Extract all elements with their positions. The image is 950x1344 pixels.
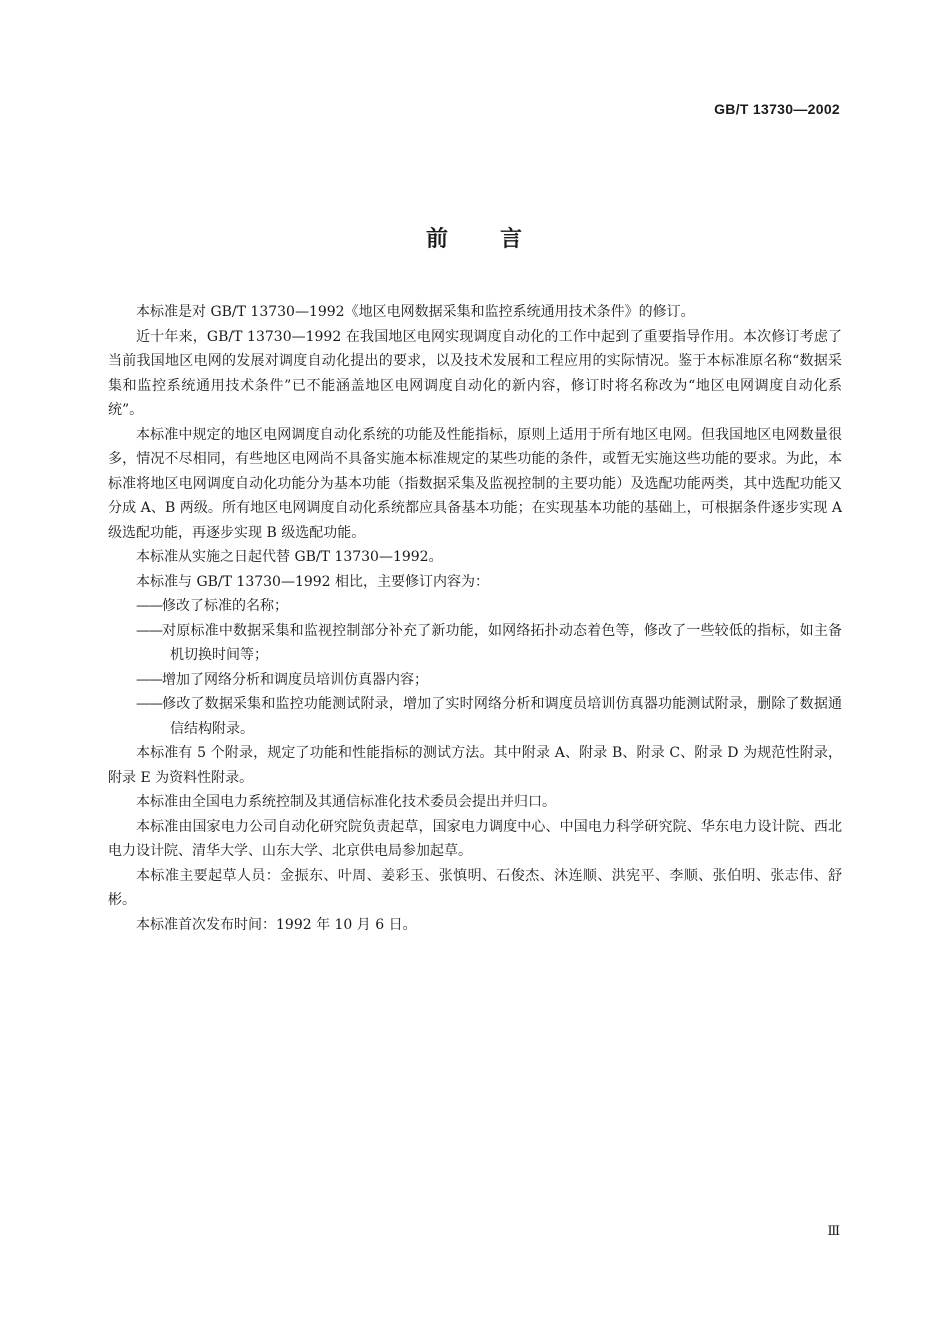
- change-item: [108, 619, 842, 668]
- change-item: [108, 594, 842, 619]
- standard-code: GB/T 13730—2002: [714, 101, 840, 117]
- page-title: [0, 222, 950, 253]
- change-item-text: 对原标准中数据采集和监视控制部分补充了新功能，如网络拓扑动态着色等，修改了一些较低的指标，如主备机切换时间等；: [162, 622, 842, 663]
- paragraph-scope: 本标准中规定的地区电网调度自动化系统的功能及性能指标，原则上适用于所有地区电网。但我国地区电网数量很多，情况不尽相同，有些地区电网尚不具备实施本标准规定的某些功能的条件，或暂无实施这些功能的要求。为此，本标准将地区电网调度自动化功能分为基本功能（指数据采集及监视控制的主要功能）及选配功能两类，其中选配功能又分成 A、B 两级。所有地区电网调度自动化系统都应具备基本功能；在实现基本功能的基础上，可根据条件逐步实现 A 级选配功能，再逐步实现 B 级选配功能。: [108, 426, 842, 541]
- dash-mark: ——: [136, 598, 162, 614]
- paragraph-background: 近十年来，GB/T 13730—1992 在我国地区电网实现调度自动化的工作中起到了重要指导作用。本次修订考虑了当前我国地区电网的发展对调度自动化提出的要求，以及技术发展和工程应用的实际情况。鉴于本标准原名称“数据采集和监控系统通用技术条件”已不能涵盖地区电网调度自动化的新内容，修订时将名称改为“地区电网调度自动化系统”。: [108, 328, 842, 418]
- dash-mark: ——: [136, 622, 162, 639]
- paragraph-appendices: 本标准有 5 个附录，规定了功能和性能指标的测试方法。其中附录 A、附录 B、附录 C、附录 D 为规范性附录，附录 E 为资料性附录。: [108, 745, 842, 786]
- change-item: [108, 668, 842, 693]
- change-item-text: 增加了网络分析和调度员培训仿真器内容；: [162, 671, 428, 688]
- title-char-2: 言: [500, 227, 525, 252]
- page-number: Ⅲ: [827, 1224, 840, 1239]
- dash-mark: ——: [136, 671, 162, 688]
- paragraph-drafters: 本标准主要起草人员：金振东、叶周、姜彩玉、张慎明、石俊杰、沐连顺、洪宪平、李顺、张伯明、张志伟、舒彬。: [108, 867, 842, 908]
- change-item-text: 修改了标准的名称；: [162, 598, 288, 614]
- paragraph-drafting-units: 本标准由国家电力公司自动化研究院负责起草，国家电力调度中心、中国电力科学研究院、华东电力设计院、西北电力设计院、清华大学、山东大学、北京供电局参加起草。: [108, 818, 842, 859]
- dash-mark: ——: [136, 696, 162, 712]
- change-item-text: 修改了数据采集和监控功能测试附录，增加了实时网络分析和调度员培训仿真器功能测试附录，删除了数据通信结构附录。: [162, 696, 842, 737]
- paragraph-proposer: 本标准由全国电力系统控制及其通信标准化技术委员会提出并归口。: [136, 794, 556, 810]
- title-char-1: 前: [425, 227, 450, 252]
- paragraph-replaces: 本标准从实施之日起代替 GB/T 13730—1992。: [136, 549, 443, 565]
- paragraph-revision-of: 本标准是对 GB/T 13730—1992《地区电网数据采集和监控系统通用技术条件》的修订。: [136, 304, 695, 320]
- change-item: [108, 692, 842, 741]
- paragraph-changes-intro: 本标准与 GB/T 13730—1992 相比，主要修订内容为：: [136, 573, 490, 590]
- foreword-body: [108, 300, 842, 937]
- paragraph-first-release: 本标准首次发布时间：1992 年 10 月 6 日。: [136, 916, 417, 933]
